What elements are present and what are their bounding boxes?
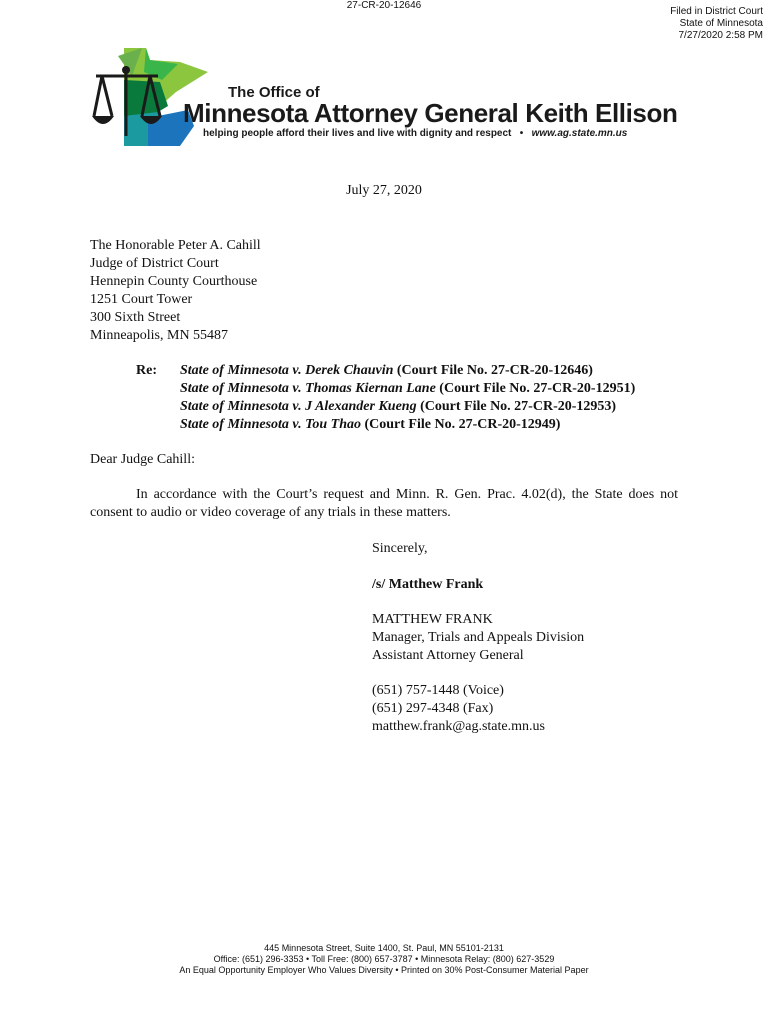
footer-address: 445 Minnesota Street, Suite 1400, St. Paul, MN 55101-2131: [264, 943, 504, 953]
case-file-number: (Court File No. 27-CR-20-12951): [435, 381, 636, 396]
ag-office-logo: [88, 46, 678, 148]
footer-phones: Office: (651) 296-3353 • Toll Free: (800) 657-3787 • Minnesota Relay: (800) 627-3529: [213, 954, 555, 964]
filed-line-2: State of Minnesota: [679, 18, 763, 29]
re-case-list: [180, 362, 635, 434]
signer-block: [372, 611, 584, 665]
case-file-number: (Court File No. 27-CR-20-12646): [393, 363, 593, 378]
case-caption: State of Minnesota v. J Alexander Kueng: [180, 399, 417, 414]
re-case-line: [180, 398, 635, 416]
recipient-line: 300 Sixth Street: [90, 310, 181, 325]
email-address[interactable]: matthew.frank@ag.state.mn.us: [372, 719, 545, 734]
closing: Sincerely,: [372, 541, 428, 556]
letter-date: July 27, 2020: [346, 183, 422, 198]
filing-stamp: [670, 6, 763, 42]
case-caption: State of Minnesota v. Thomas Kiernan Lane: [180, 381, 436, 396]
case-caption: State of Minnesota v. Derek Chauvin: [180, 363, 394, 378]
logo-website: www.ag.state.mn.us: [531, 128, 628, 139]
re-case-line: [180, 416, 635, 434]
letterhead-footer: [0, 943, 768, 976]
recipient-line: Hennepin County Courthouse: [90, 274, 258, 289]
footer-notice: An Equal Opportunity Employer Who Values Diversity • Printed on 30% Post-Consumer Material Paper: [179, 965, 589, 975]
re-case-line: [180, 380, 635, 398]
fax-number: (651) 297-4348 (Fax): [372, 701, 494, 716]
recipient-line: 1251 Court Tower: [90, 292, 193, 307]
logo-title: Minnesota Attorney General Keith Ellison: [183, 98, 678, 128]
case-file-number: (Court File No. 27-CR-20-12953): [416, 399, 617, 414]
recipient-address: [90, 237, 261, 345]
logo-office-line: The Office of: [228, 84, 320, 101]
case-file-number: (Court File No. 27-CR-20-12949): [361, 417, 561, 432]
signer-title: Assistant Attorney General: [372, 648, 524, 663]
salutation: Dear Judge Cahill:: [90, 452, 195, 467]
contact-block: [372, 682, 545, 736]
signer-title: Manager, Trials and Appeals Division: [372, 630, 585, 645]
filed-line-1: Filed in District Court: [670, 6, 763, 17]
logo-separator: •: [519, 128, 524, 139]
signature: /s/ Matthew Frank: [372, 577, 484, 592]
case-number-header: 27-CR-20-12646: [346, 0, 422, 11]
recipient-line: Judge of District Court: [90, 256, 219, 271]
re-label: Re:: [136, 363, 157, 378]
recipient-line: Minneapolis, MN 55487: [90, 328, 229, 343]
logo-tagline-row: [203, 128, 627, 139]
logo-tagline: helping people afford their lives and live with dignity and respect: [203, 128, 512, 139]
case-caption: State of Minnesota v. Tou Thao: [180, 417, 361, 432]
recipient-line: The Honorable Peter A. Cahill: [90, 238, 261, 253]
re-case-line: [180, 362, 635, 380]
voice-phone: (651) 757-1448 (Voice): [372, 683, 504, 698]
filed-line-3: 7/27/2020 2:58 PM: [678, 30, 763, 41]
signer-name: MATTHEW FRANK: [372, 612, 493, 627]
letter-body: In accordance with the Court’s request and Minn. R. Gen. Prac. 4.02(d), the State does not consent to audio or video coverage of any trials in these matters.: [90, 487, 678, 520]
